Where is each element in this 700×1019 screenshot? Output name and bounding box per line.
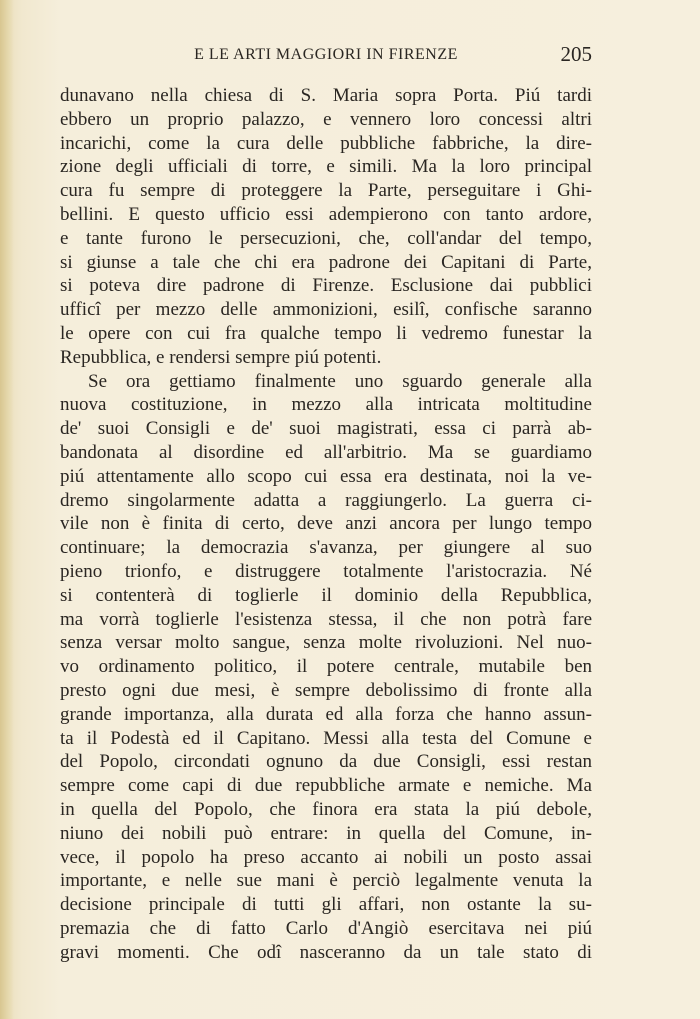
text-line: dunavano nella chiesa di S. Maria sopra Porta. Piú tardi [60,85,592,106]
text-line: ta il Podestà ed il Capitano. Messi alla testa del Comune e [60,727,592,749]
text-line: dremo singolarmente adatta a raggiungerlo. La guerra ci- [60,489,592,511]
text-line: si giunse a tale che chi era padrone dei Capitani di Parte, [60,251,592,273]
text-line: senza versar molto sangue, senza molte rivoluzioni. Nel nuo- [60,632,592,654]
text-line: niuno dei nobili può entrare: in quella del Comune, in- [60,822,592,844]
page-binding-edge [0,0,14,1019]
text-line: bellini. E questo ufficio essi adempierono con tanto ardore, [60,203,592,225]
text-line: grande importanza, alla durata ed alla forza che hanno assun- [60,703,592,725]
text-line: zione degli ufficiali di torre, e simili. Ma la loro principal [60,156,592,178]
text-line: e tante furono le persecuzioni, che, coll'andar del tempo, [60,227,592,249]
text-line: piú attentamente allo scopo cui essa era destinata, noi la ve- [60,465,592,487]
text-line: in quella del Popolo, che finora era stata la piú debole, [60,798,592,820]
page-number: 205 [560,42,592,66]
text-line: de' suoi Consigli e de' suoi magistrati, essa ci parrà ab- [60,418,592,440]
body-text [60,84,592,964]
text-line: bandonata al disordine ed all'arbitrio. Ma se guardiamo [60,441,592,463]
text-line: decisione principale di tutti gli affari, non ostante la su- [60,894,592,916]
text-line: nuova costituzione, in mezzo alla intricata moltitudine [60,394,592,416]
text-line: si contenterà di toglierle il dominio della Repubblica, [60,584,592,606]
text-line: le opere con cui fra qualche tempo li vedremo funestar la [60,322,592,344]
text-line: incarichi, come la cura delle pubbliche fabbriche, la dire- [60,132,592,154]
text-line: del Popolo, circondati ognuno da due Consigli, essi restan [60,751,592,773]
text-line: sempre come capi di due repubbliche armate e nemiche. Ma [60,775,592,797]
text-line: ma vorrà toglierle l'esistenza stessa, il che non potrà fare [60,608,592,630]
text-line: premazia che di fatto Carlo d'Angiò esercitava nei piú [60,917,592,939]
text-line: vo ordinamento politico, il potere centrale, mutabile ben [60,656,592,678]
text-line: si poteva dire padrone di Firenze. Esclusione dai pubblici [60,275,592,297]
paragraph-end-line: Repubblica, e rendersi sempre piú potenti. [60,346,382,368]
paragraph-start-line: Se ora gettiamo finalmente uno sguardo generale alla [88,370,592,392]
text-line: presto ogni due mesi, è sempre debolissimo di fronte alla [60,679,592,701]
text-line: pieno trionfo, e distruggere totalmente l'aristocrazia. Né [60,560,592,582]
text-line: vece, il popolo ha preso accanto ai nobili un posto assai [60,846,592,868]
text-line: gravi momenti. Che odî nasceranno da un tale stato di [60,941,592,963]
text-line: cura fu sempre di proteggere la Parte, perseguitare i Ghi- [60,180,592,202]
page-header [60,42,592,70]
text-line: vile non è finita di certo, deve anzi ancora per lungo tempo [60,513,592,535]
text-line: ufficî per mezzo delle ammonizioni, esilî, confische saranno [60,299,592,321]
text-line: importante, e nelle sue mani è perciò legalmente venuta la [60,870,592,892]
text-line: continuare; la democrazia s'avanza, per giungere al suo [60,537,592,559]
running-title: E LE ARTI MAGGIORI IN FIRENZE [194,46,458,63]
text-line: ebbero un proprio palazzo, e vennero loro concessi altri [60,108,592,130]
